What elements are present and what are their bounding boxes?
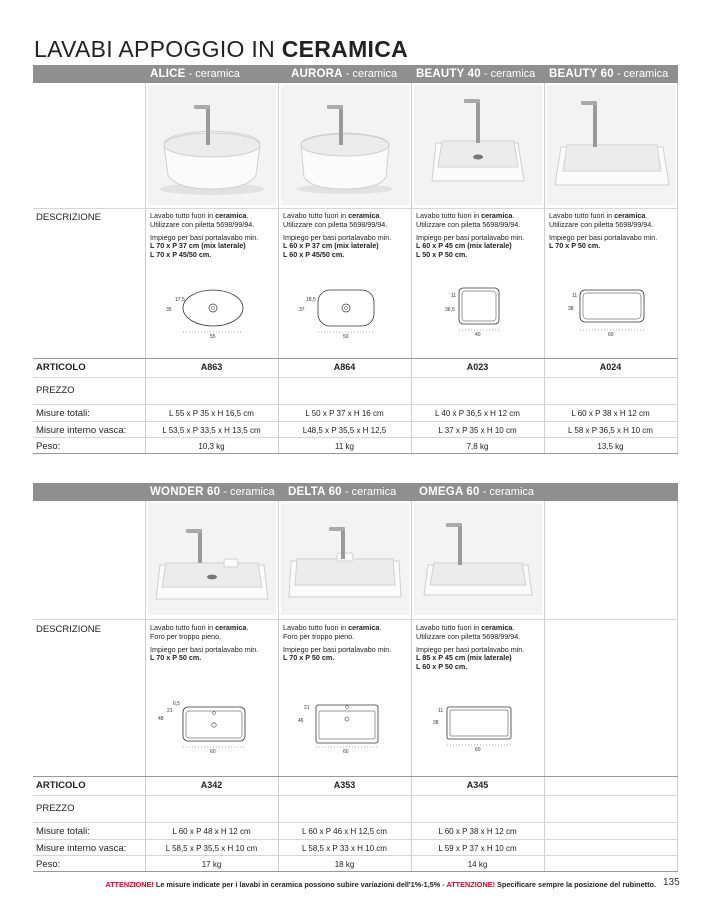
dim-label: 17,5 bbox=[175, 297, 185, 303]
misure-totali-beauty60: L 60 x P 38 x H 12 cm bbox=[571, 409, 650, 418]
misure-totali-beauty40: L 40 x P 36,5 x H 12 cm bbox=[435, 409, 520, 418]
dim-label: 6,5 bbox=[173, 701, 180, 707]
product-table-1 bbox=[33, 65, 678, 455]
row-label-misure-totali: Misure totali: bbox=[36, 408, 90, 419]
dim-label: 18,5 bbox=[306, 297, 316, 303]
dim-label: 38 bbox=[433, 720, 439, 726]
peso-aurora: 11 kg bbox=[335, 442, 354, 451]
misure-interno-beauty60: L 58 x P 36,5 x H 10 cm bbox=[568, 426, 653, 435]
misure-interno-alice: L 53,5 x P 33,5 x H 13,5 cm bbox=[162, 426, 261, 435]
dim-label: 11 bbox=[451, 293, 457, 299]
technical-drawing-aurora bbox=[296, 280, 396, 342]
product-header-delta60: DELTA 60 - ceramica bbox=[288, 486, 397, 498]
dim-label: 36,5 bbox=[445, 307, 455, 313]
misure-interno-delta60: L 58,5 x P 33 x H 10 cm bbox=[302, 844, 387, 853]
product-photo-wonder60 bbox=[148, 503, 276, 615]
dim-label: 60 bbox=[475, 747, 481, 753]
dim-label: 21 bbox=[167, 708, 173, 714]
row-label-peso: Peso: bbox=[36, 859, 61, 870]
misure-totali-alice: L 55 x P 35 x H 16,5 cm bbox=[169, 409, 254, 418]
dim-label: 11 bbox=[572, 293, 578, 299]
dim-label: 40 bbox=[475, 332, 481, 338]
product-description-beauty40: Lavabo tutto fuori in ceramica. Utilizzare con piletta 5698/99/94. Impiego per basi portalavabo min. L 60 x P 45 cm (mix laterale) L 50 x P 50 cm. bbox=[416, 211, 525, 260]
article-code-beauty40: A023 bbox=[466, 362, 489, 372]
dim-label: 35 bbox=[166, 307, 172, 313]
product-header-omega60: OMEGA 60 - ceramica bbox=[419, 486, 535, 498]
dim-label: 60 bbox=[210, 749, 216, 755]
misure-interno-wonder60: L 58,5 x P 35,5 x H 10 cm bbox=[165, 844, 258, 853]
misure-totali-delta60: L 60 x P 46 x H 12,5 cm bbox=[302, 827, 387, 836]
product-header-aurora: AURORA - ceramica bbox=[291, 68, 398, 80]
technical-drawing-delta60 bbox=[296, 695, 396, 757]
page-title-light: LAVABI APPOGGIO IN bbox=[34, 36, 282, 62]
row-label-misure-interno: Misure interno vasca: bbox=[36, 843, 127, 854]
product-photo-beauty40 bbox=[414, 85, 542, 205]
peso-alice: 10,3 kg bbox=[198, 442, 225, 451]
dim-label: 55 bbox=[210, 334, 216, 340]
product-header-beauty40: BEAUTY 40 - ceramica bbox=[416, 68, 536, 80]
product-photo-delta60 bbox=[281, 503, 409, 615]
row-label-peso: Peso: bbox=[36, 441, 61, 452]
misure-totali-omega60: L 60 x P 38 x H 12 cm bbox=[438, 827, 517, 836]
footer-text: Le misure indicate per i lavabi in ceramica possono subire variazioni dell'1%-1,5% - bbox=[153, 880, 447, 889]
table-header bbox=[33, 483, 678, 501]
row-label-prezzo: PREZZO bbox=[36, 803, 75, 814]
product-description-beauty60: Lavabo tutto fuori in ceramica. Utilizzare con piletta 5698/99/94. Impiego per basi portalavabo min. L 70 x P 50 cm. bbox=[549, 211, 658, 251]
product-description-alice: Lavabo tutto fuori in ceramica. Utilizzare con piletta 5698/99/94. Impiego per basi portalavabo min. L 70 x P 37 cm (mix laterale) L 70 x P 45/50 cm. bbox=[150, 211, 259, 260]
peso-omega60: 14 kg bbox=[467, 860, 488, 869]
technical-drawing-omega60 bbox=[429, 695, 529, 757]
page-title bbox=[34, 36, 408, 63]
misure-interno-aurora: L48,5 x P 35,5 x H 12,5 bbox=[302, 426, 387, 435]
article-code-wonder60: A342 bbox=[200, 780, 223, 790]
article-code-beauty60: A024 bbox=[599, 362, 622, 372]
row-label-misure-totali: Misure totali: bbox=[36, 826, 90, 837]
row-label-descrizione: DESCRIZIONE bbox=[36, 624, 101, 635]
peso-delta60: 18 kg bbox=[334, 860, 355, 869]
peso-beauty60: 13,5 kg bbox=[597, 442, 624, 451]
product-description-delta60: Lavabo tutto fuori in ceramica. Foro per troppo pieno. Impiego per basi portalavabo min. L 70 x P 50 cm. bbox=[283, 623, 392, 663]
row-label-articolo: ARTICOLO bbox=[36, 780, 86, 791]
dim-label: 48 bbox=[158, 716, 164, 722]
product-header-wonder60: WONDER 60 - ceramica bbox=[150, 486, 275, 498]
product-header-alice: ALICE - ceramica bbox=[150, 68, 240, 80]
row-label-prezzo: PREZZO bbox=[36, 385, 75, 396]
peso-beauty40: 7,8 kg bbox=[466, 442, 489, 451]
product-description-wonder60: Lavabo tutto fuori in ceramica. Foro per troppo pieno. Impiego per basi portalavabo min. L 70 x P 50 cm. bbox=[150, 623, 259, 663]
technical-drawing-wonder60 bbox=[158, 695, 263, 757]
page-title-bold: CERAMICA bbox=[281, 36, 409, 62]
dim-label: 21 bbox=[304, 705, 310, 711]
article-code-alice: A863 bbox=[200, 362, 223, 372]
dim-label: 46 bbox=[298, 718, 304, 724]
misure-interno-beauty40: L 37 x P 35 x H 10 cm bbox=[438, 426, 517, 435]
product-description-omega60: Lavabo tutto fuori in ceramica. Utilizzare con piletta 5698/99/94. Impiego per basi portalavabo min. L 85 x P 45 cm (mix laterale) L 60 x P 50 cm. bbox=[416, 623, 525, 672]
misure-totali-aurora: L 50 x P 37 x H 16 cm bbox=[305, 409, 384, 418]
technical-drawing-beauty60 bbox=[562, 280, 662, 342]
peso-wonder60: 17 kg bbox=[201, 860, 222, 869]
row-label-descrizione: DESCRIZIONE bbox=[36, 212, 101, 223]
row-label-misure-interno: Misure interno vasca: bbox=[36, 425, 127, 436]
dim-label: 60 bbox=[343, 749, 349, 755]
row-label-articolo: ARTICOLO bbox=[36, 362, 86, 373]
footer-text: Specificare sempre la posizione del rubinetto. bbox=[495, 880, 656, 889]
technical-drawing-beauty40 bbox=[429, 280, 529, 342]
article-code-delta60: A353 bbox=[333, 780, 356, 790]
technical-drawing-alice bbox=[163, 280, 263, 342]
footer-note bbox=[0, 880, 656, 889]
dim-label: 37 bbox=[299, 307, 305, 313]
product-photo-alice bbox=[148, 85, 276, 205]
dim-label: 38 bbox=[568, 306, 574, 312]
attention-label: ATTENZIONE! bbox=[446, 880, 496, 889]
table-header bbox=[33, 65, 678, 83]
misure-interno-omega60: L 59 x P 37 x H 10 cm bbox=[438, 844, 517, 853]
page-number: 135 bbox=[663, 877, 680, 888]
dim-label: 60 bbox=[608, 332, 614, 338]
article-code-omega60: A345 bbox=[466, 780, 489, 790]
product-photo-aurora bbox=[281, 85, 409, 205]
dim-label: 11 bbox=[438, 708, 444, 714]
product-table-2 bbox=[33, 483, 678, 873]
attention-label: ATTENZIONE! bbox=[105, 880, 154, 889]
product-description-aurora: Lavabo tutto fuori in ceramica. Utilizzare con piletta 5698/99/94. Impiego per basi portalavabo min. L 60 x P 37 cm (mix laterale) L 60 x P 45/50 cm. bbox=[283, 211, 392, 260]
dim-label: 50 bbox=[343, 334, 349, 340]
product-photo-omega60 bbox=[414, 503, 542, 615]
product-header-beauty60: BEAUTY 60 - ceramica bbox=[549, 68, 669, 80]
article-code-aurora: A864 bbox=[333, 362, 356, 372]
misure-totali-wonder60: L 60 x P 48 x H 12 cm bbox=[172, 827, 251, 836]
product-photo-beauty60 bbox=[547, 85, 675, 205]
